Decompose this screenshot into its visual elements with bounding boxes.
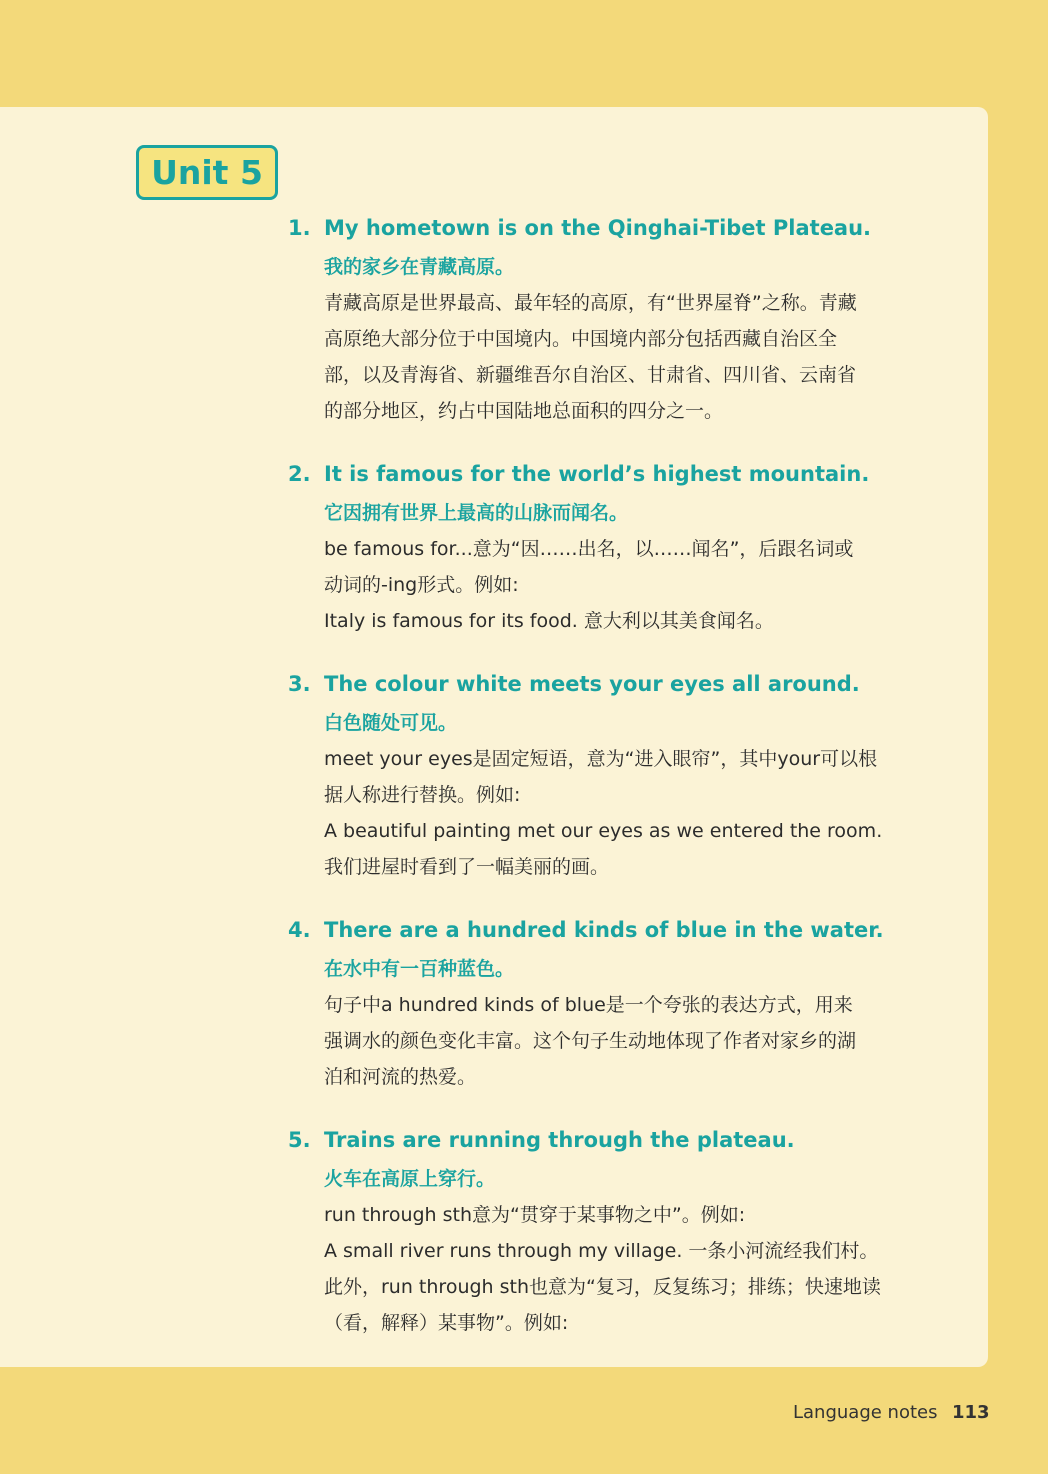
note-english-sentence: My hometown is on the Qinghai-Tibet Plateau. — [324, 216, 872, 240]
explanation-line: A beautiful painting met our eyes as we entered the room. — [324, 820, 883, 842]
explanation-line: 据人称进行替换。例如: — [324, 784, 521, 806]
note-number: 2. — [288, 462, 311, 486]
footer-section-label: Language notes — [793, 1402, 938, 1423]
explanation-line: Italy is famous for its food. 意大利以其美食闻名。 — [324, 610, 774, 632]
language-note-1 — [288, 213, 948, 429]
language-note-4 — [288, 915, 948, 1095]
explanation-line: 高原绝大部分位于中国境内。中国境内部分包括西藏自治区全 — [324, 328, 838, 350]
note-heading — [288, 213, 948, 249]
explanation-line: 部，以及青海省、新疆维吾尔自治区、甘肃省、四川省、云南省 — [324, 364, 857, 386]
unit-title-badge: Unit 5 — [136, 145, 278, 200]
note-explanation — [324, 741, 948, 885]
note-english-sentence: It is famous for the world’s highest mountain. — [324, 462, 870, 486]
explanation-line: be famous for...意为“因……出名，以……闻名”，后跟名词或 — [324, 538, 854, 560]
note-heading — [288, 1125, 948, 1161]
note-chinese-translation: 我的家乡在青藏高原。 — [324, 256, 515, 278]
explanation-line: （看，解释）某事物”。例如: — [324, 1312, 569, 1334]
explanation-line: 青藏高原是世界最高、最年轻的高原，有“世界屋脊”之称。青藏 — [324, 292, 857, 314]
note-explanation — [324, 987, 948, 1095]
note-explanation — [324, 285, 948, 429]
explanation-line: 我们进屋时看到了一幅美丽的画。 — [324, 856, 610, 878]
note-english-sentence: There are a hundred kinds of blue in the water. — [324, 918, 884, 942]
explanation-line: run through sth意为“贯穿于某事物之中”。例如: — [324, 1204, 746, 1226]
note-number: 3. — [288, 672, 311, 696]
note-chinese-translation: 它因拥有世界上最高的山脉而闻名。 — [324, 502, 629, 524]
note-chinese-translation: 火车在高原上穿行。 — [324, 1168, 496, 1190]
note-heading — [288, 915, 948, 951]
explanation-line: A small river runs through my village. 一条小河流经我们村。 — [324, 1240, 879, 1262]
note-english-sentence: The colour white meets your eyes all around. — [324, 672, 860, 696]
explanation-line: 句子中a hundred kinds of blue是一个夸张的表达方式，用来 — [324, 994, 853, 1016]
explanation-line: 的部分地区，约占中国陆地总面积的四分之一。 — [324, 400, 724, 422]
note-explanation — [324, 1197, 948, 1341]
explanation-line: 泊和河流的热爱。 — [324, 1066, 477, 1088]
explanation-line: meet your eyes是固定短语，意为“进入眼帘”，其中your可以根 — [324, 748, 878, 770]
note-chinese-translation: 白色随处可见。 — [324, 712, 458, 734]
note-number: 5. — [288, 1128, 311, 1152]
language-note-3 — [288, 669, 948, 885]
explanation-line: 动词的-ing形式。例如: — [324, 574, 519, 596]
note-heading — [288, 459, 948, 495]
note-number: 1. — [288, 216, 311, 240]
note-chinese-translation: 在水中有一百种蓝色。 — [324, 958, 515, 980]
explanation-line: 强调水的颜色变化丰富。这个句子生动地体现了作者对家乡的湖 — [324, 1030, 857, 1052]
note-english-sentence: Trains are running through the plateau. — [324, 1128, 795, 1152]
note-heading — [288, 669, 948, 705]
language-note-2 — [288, 459, 948, 639]
explanation-line: 此外，run through sth也意为“复习，反复练习；排练；快速地读 — [324, 1276, 881, 1298]
page-number: 113 — [952, 1402, 990, 1423]
note-explanation — [324, 531, 948, 639]
language-note-5 — [288, 1125, 948, 1341]
note-number: 4. — [288, 918, 311, 942]
